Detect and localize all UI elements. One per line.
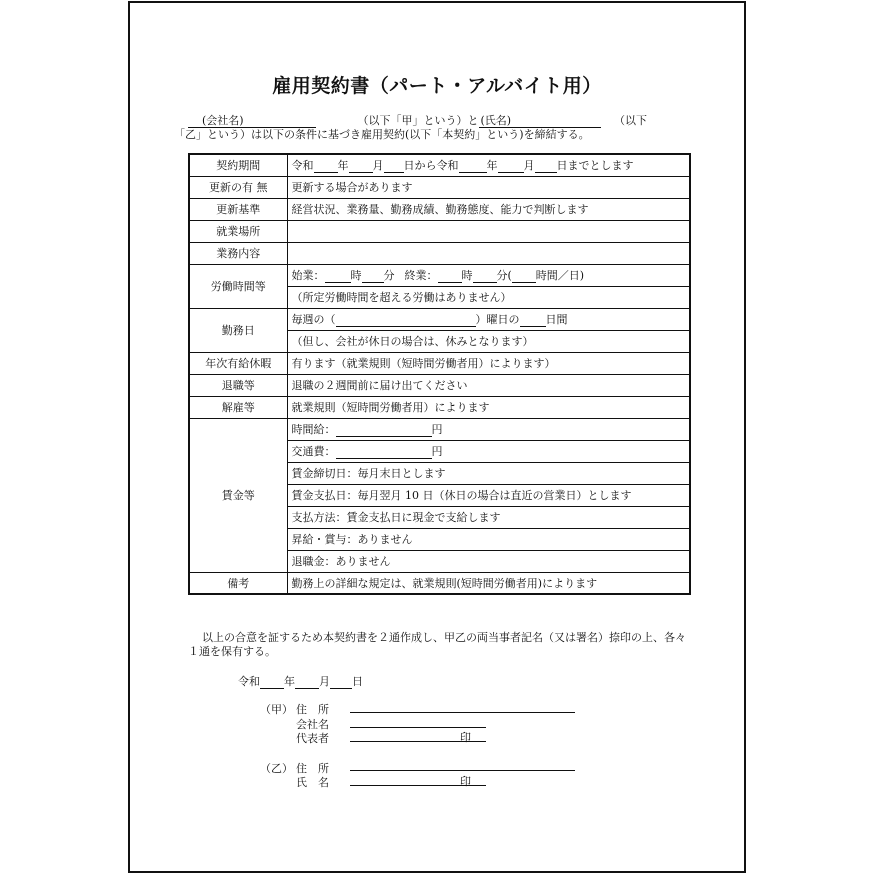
- row-annual-leave: 年次有給休暇 有ります（就業規則（短時間労働者用）によります）: [189, 352, 690, 374]
- intro-paragraph: (会社名) （以下「甲」という）と (氏名) （以下 「乙」という）は以下の条件に基づき雇用契約(以下「本契約」という)を締結する。: [174, 114, 647, 141]
- hourly-wage-field[interactable]: [336, 424, 432, 437]
- duties-field[interactable]: [287, 242, 690, 264]
- row-wages: 賃金等 時間給： 円: [189, 418, 690, 440]
- row-contract-period: 契約期間 令和 年 月 日から令和 年 月 日までとします: [189, 154, 690, 176]
- party-a-rep-label: 代表者: [296, 732, 329, 745]
- row-renewal-criteria: 更新基準 経営状況、業務量、勤務成績、勤務態度、能力で判断します: [189, 198, 690, 220]
- party-b-name-label: 氏 名: [296, 776, 329, 789]
- employee-name-field[interactable]: (氏名): [479, 114, 601, 128]
- contract-page: [128, 1, 746, 873]
- row-retirement: 退職等 退職の２週間前に届け出てください: [189, 374, 690, 396]
- row-renewal: 更新の有 無 更新する場合があります: [189, 176, 690, 198]
- document-title: 雇用契約書（パート・アルバイト用）: [272, 75, 602, 97]
- party-a-address-label: 住 所: [296, 703, 329, 716]
- party-b-seal-mark: 印: [460, 775, 471, 788]
- party-b-address-line[interactable]: [350, 769, 575, 771]
- row-duties: 業務内容: [189, 242, 690, 264]
- company-name-field[interactable]: (会社名): [188, 114, 316, 128]
- row-dismissal: 解雇等 就業規則（短時間労働者用）によります: [189, 396, 690, 418]
- row-working-hours: 労働時間等 始業： 時 分 終業： 時 分( 時間／日): [189, 264, 690, 286]
- signing-date: 令和 年 月 日: [238, 675, 363, 688]
- party-a-company-line[interactable]: [350, 726, 486, 728]
- closing-paragraph: 以上の合意を証するため本契約書を２通作成し、甲乙の両当事者記名（又は署名）捺印の上、各々１通を保有する。: [188, 631, 686, 658]
- contract-terms-table: 契約期間 令和 年 月 日から令和 年 月 日までとします 更新の有 無 更新する場合があります 更新基準 経営状況、業務量、勤務成績、勤務態度、能力で判断します 就業場所 業務内容 労働時間等 始業： 時 分 終業： 時 分( 時間／日) （所定労働時間を超える労働はありません） 勤務日 毎週の（ ）曜日の 日間 （但し、会社が休日の場合は、休みとなります） 年次有給休暇 有ります（就業規則（短時間労働者用）によります） 退職等 退職の２週間前に届け出てください 解雇等 就業規則（短時間労働者用）によります 賃金等 時間給： 円 交通費： 円 賃金締切日：毎月末日とします 賃金支払日：毎月翌月 10 日（休日の場合は直近の営業日）とします 支払方法：賃金支払日に現金で支給します 昇給・賞与：ありません 退職金：ありません 備考 勤務上の詳細な規定は、就業規則(短時間労働者用)によります: [188, 153, 691, 595]
- party-a-address-line[interactable]: [350, 711, 575, 713]
- transport-fee-field[interactable]: [336, 446, 432, 459]
- party-b-address-label: 住 所: [296, 762, 329, 775]
- row-workplace: 就業場所: [189, 220, 690, 242]
- party-b-tag: （乙）: [260, 762, 293, 775]
- party-a-seal-mark: 印: [460, 731, 471, 744]
- workplace-field[interactable]: [287, 220, 690, 242]
- party-a-company-label: 会社名: [296, 718, 329, 731]
- party-a-tag: （甲）: [260, 703, 293, 716]
- row-workdays: 勤務日 毎週の（ ）曜日の 日間: [189, 308, 690, 330]
- row-remarks: 備考 勤務上の詳細な規定は、就業規則(短時間労働者用)によります: [189, 572, 690, 594]
